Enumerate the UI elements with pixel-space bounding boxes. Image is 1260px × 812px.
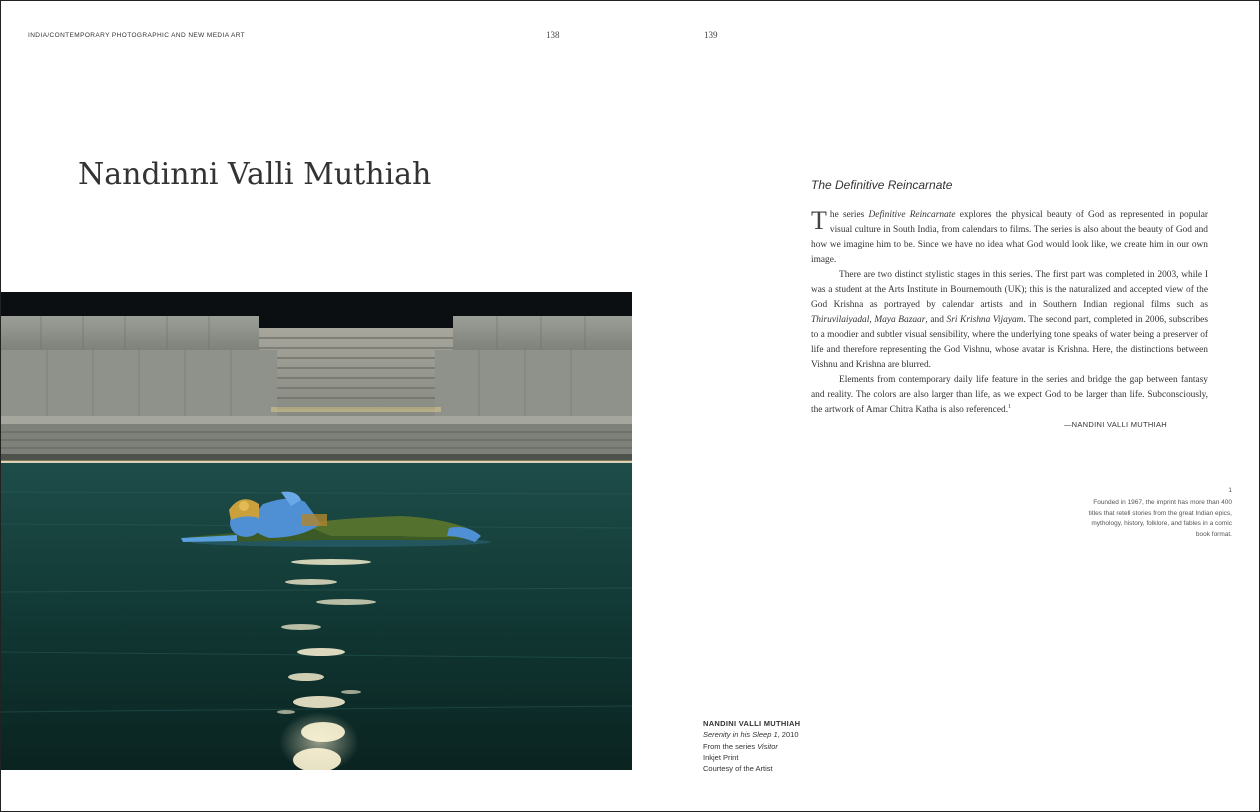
artwork-caption [703, 718, 800, 774]
footnote-text: Founded in 1967, the imprint has more than 400 titles that retell stories from the great Indian epics, mythology, history, folklore, and fables in a comic book format. [1088, 499, 1232, 538]
footnote-reference[interactable]: 1 [1008, 403, 1012, 410]
film-title: Sri Krishna Vijayam [946, 315, 1024, 325]
caption-title-line [703, 729, 800, 740]
caption-credit: Courtesy of the Artist [703, 764, 773, 774]
caption-series: Visitor [757, 741, 778, 751]
film-title: Thiruvilaiyadal [811, 315, 870, 325]
series-title: The Definitive Reincarnate [811, 178, 953, 192]
water-edge-steps [1, 454, 632, 461]
caption-medium: Inkjet Print [703, 752, 739, 762]
upper-wall-right [453, 316, 632, 352]
artwork-photograph [1, 292, 632, 770]
upper-wall-left [1, 316, 259, 352]
caption-artwork-title: Serenity in his Sleep 1 [703, 730, 778, 740]
page-number-right: 139 [704, 30, 718, 40]
statement-signature: —NANDINI VALLI MUTHIAH [1063, 420, 1167, 429]
artist-name-title: Nandinni Valli Muthiah [78, 157, 432, 192]
statement-paragraph-3: Elements from contemporary daily life feature in the series and bridge the gap between fantasy and reality. The colors are also larger than life, as we expect God to be larger than life. Subconsciously, the artwork of Amar Chitra Katha is also referenced.$^1$ [811, 375, 1208, 415]
page-number-left: 138 [546, 30, 560, 40]
drop-cap: T [811, 206, 827, 235]
caption-year: , 2010 [777, 730, 799, 740]
caption-series-line: From the series Visitor [703, 741, 778, 751]
footnote-number: 1 [1228, 487, 1232, 494]
film-title: Maya Bazaar [874, 315, 926, 325]
running-header: INDIA/CONTEMPORARY PHOTOGRAPHIC AND NEW MEDIA ART [28, 32, 246, 39]
terrace-ledge [1, 416, 632, 424]
lower-terrace [1, 424, 632, 454]
statement-paragraph-1: The series Definitive Reincarnate explores the physical beauty of God as represented in popular visual culture in South India, from calendars to films. The series is also about the beauty of God and how we imagine him to be. Since we have no idea what God would look like, we create him in our own image. [811, 206, 1208, 265]
central-staircase [259, 328, 453, 416]
mid-wall-right [435, 350, 632, 416]
statement-paragraph-2: There are two distinct stylistic stages in this series. The first part was completed in 2003, while I was a student at the Arts Institute in Bournemouth (UK); this is the naturalized and accepted view of the God Krishna as portrayed by calendar artists and in Southern Indian regional films such as Thiruvilaiyadal, Maya Bazaar, and Sri Krishna Vijayam. The second part, completed in 2006, subscribes to a moodier and subtler visual sensibility, where the underlying tone speaks of water being a preserver of life and therefore representing the God Vishnu, whose avatar is Krishna. Here, the distinctions between Vishnu and Krishna are blurred. [811, 270, 1208, 370]
lit-ledge [271, 407, 441, 412]
series-name-italic: Definitive Reincarnate [868, 210, 956, 220]
caption-artist: NANDINI VALLI MUTHIAH [703, 719, 801, 728]
artist-statement [811, 208, 1208, 418]
